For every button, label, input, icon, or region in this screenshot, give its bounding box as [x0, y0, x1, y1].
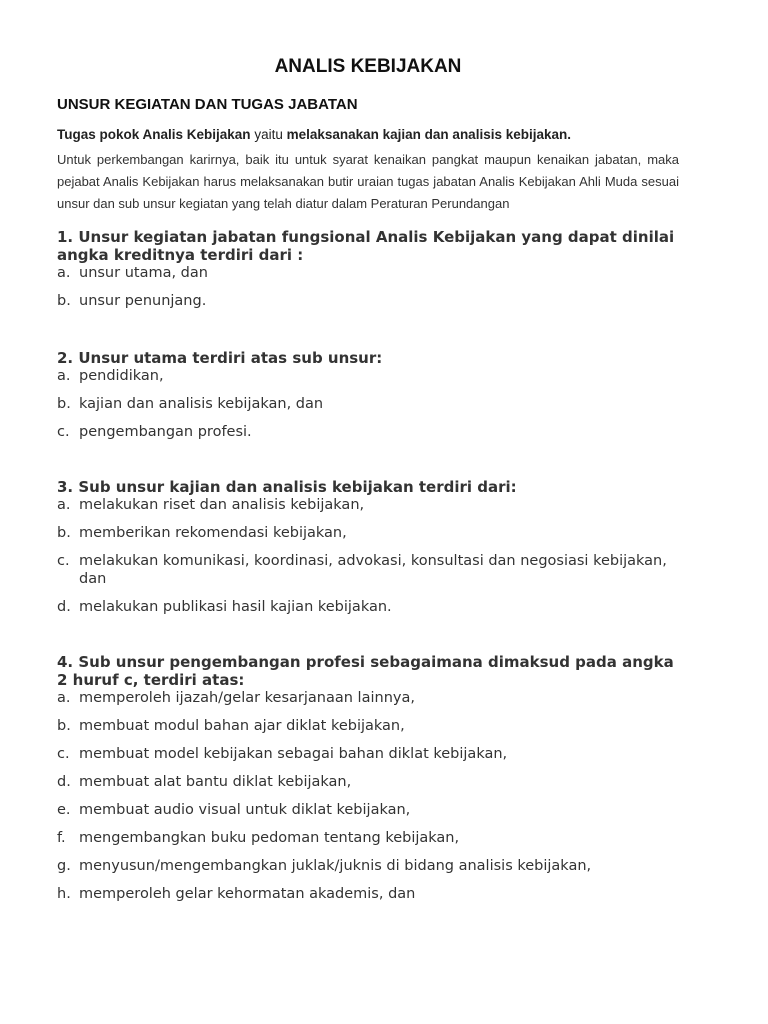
section-heading: 2. Unsur utama terdiri atas sub unsur:	[57, 349, 383, 367]
list-marker: g.	[57, 858, 71, 874]
section-3	[57, 478, 679, 626]
list-item-text: unsur penunjang.	[79, 293, 207, 309]
item-list	[57, 367, 679, 441]
list-item	[57, 367, 679, 385]
list-marker: a.	[57, 265, 71, 281]
list-item	[57, 264, 679, 282]
list-marker: b.	[57, 718, 71, 734]
list-item	[57, 524, 679, 542]
list-item	[57, 395, 679, 413]
list-item	[57, 885, 679, 903]
list-item	[57, 857, 679, 875]
document-page	[57, 0, 679, 1024]
item-list	[57, 496, 679, 616]
list-marker: a.	[57, 497, 71, 513]
list-item	[57, 717, 679, 735]
list-marker: a.	[57, 368, 71, 384]
list-marker: c.	[57, 424, 70, 440]
section-2	[57, 349, 679, 451]
list-item	[57, 745, 679, 763]
intro-lead-bold-1: Tugas pokok Analis Kebijakan	[57, 127, 251, 142]
list-item-text: membuat alat bantu diklat kebijakan,	[79, 774, 352, 790]
list-item-text: memperoleh gelar kehormatan akademis, dan	[79, 886, 416, 902]
list-marker: b.	[57, 396, 71, 412]
section-subtitle: UNSUR KEGIATAN DAN TUGAS JABATAN	[57, 96, 358, 113]
list-item-text: pengembangan profesi.	[79, 424, 252, 440]
section-4	[57, 653, 679, 913]
intro-paragraph: Untuk perkembangan karirnya, baik itu untuk syarat kenaikan pangkat maupun kenaikan jabatan, maka pejabat Analis Kebijakan harus melaksanakan butir uraian tugas jabatan Analis Kebijakan Ahli Muda sesuai unsur dan sub unsur kegiatan yang telah diatur dalam Peraturan Perundangan	[57, 152, 679, 211]
list-marker: c.	[57, 746, 70, 762]
list-item-text: memberikan rekomendasi kebijakan,	[79, 525, 347, 541]
intro-lead-plain: yaitu	[250, 127, 287, 142]
list-item	[57, 292, 679, 310]
list-item-text: membuat modul bahan ajar diklat kebijakan,	[79, 718, 405, 734]
list-item-text: kajian dan analisis kebijakan, dan	[79, 396, 324, 412]
list-item-text: membuat model kebijakan sebagai bahan diklat kebijakan,	[79, 746, 508, 762]
list-marker: e.	[57, 802, 71, 818]
list-item	[57, 423, 679, 441]
list-item	[57, 773, 679, 791]
list-item	[57, 598, 679, 616]
item-list	[57, 689, 679, 903]
list-marker: f.	[57, 830, 66, 846]
list-item	[57, 552, 679, 588]
list-item	[57, 496, 679, 514]
list-item-text: menyusun/mengembangkan juklak/juknis di bidang analisis kebijakan,	[79, 858, 592, 874]
list-item-text: melakukan publikasi hasil kajian kebijakan.	[79, 599, 392, 615]
list-marker: a.	[57, 690, 71, 706]
section-1	[57, 228, 679, 320]
intro-lead-bold-2: melaksanakan kajian dan analisis kebijakan.	[286, 127, 571, 142]
list-marker: c.	[57, 553, 70, 569]
list-item-text: melakukan riset dan analisis kebijakan,	[79, 497, 365, 513]
item-list	[57, 264, 679, 310]
list-marker: d.	[57, 599, 71, 615]
list-item	[57, 829, 679, 847]
list-marker: b.	[57, 293, 71, 309]
section-heading: 4. Sub unsur pengembangan profesi sebagaimana dimaksud pada angka 2 huruf c, terdiri atas:	[57, 653, 674, 689]
list-item-text: memperoleh ijazah/gelar kesarjanaan lainnya,	[79, 690, 415, 706]
list-marker: h.	[57, 886, 71, 902]
document-title: ANALIS KEBIJAKAN	[274, 56, 462, 77]
list-item-text: melakukan komunikasi, koordinasi, advokasi, konsultasi dan negosiasi kebijakan, dan	[79, 553, 667, 587]
list-marker: b.	[57, 525, 71, 541]
list-item-text: pendidikan,	[79, 368, 164, 384]
list-marker: d.	[57, 774, 71, 790]
section-heading: 3. Sub unsur kajian dan analisis kebijakan terdiri dari:	[57, 478, 517, 496]
intro-lead	[57, 127, 571, 142]
section-heading: 1. Unsur kegiatan jabatan fungsional Analis Kebijakan yang dapat dinilai angka kreditnya terdiri dari :	[57, 228, 675, 264]
list-item-text: membuat audio visual untuk diklat kebijakan,	[79, 802, 411, 818]
list-item	[57, 801, 679, 819]
list-item-text: unsur utama, dan	[79, 265, 208, 281]
list-item	[57, 689, 679, 707]
list-item-text: mengembangkan buku pedoman tentang kebijakan,	[79, 830, 460, 846]
